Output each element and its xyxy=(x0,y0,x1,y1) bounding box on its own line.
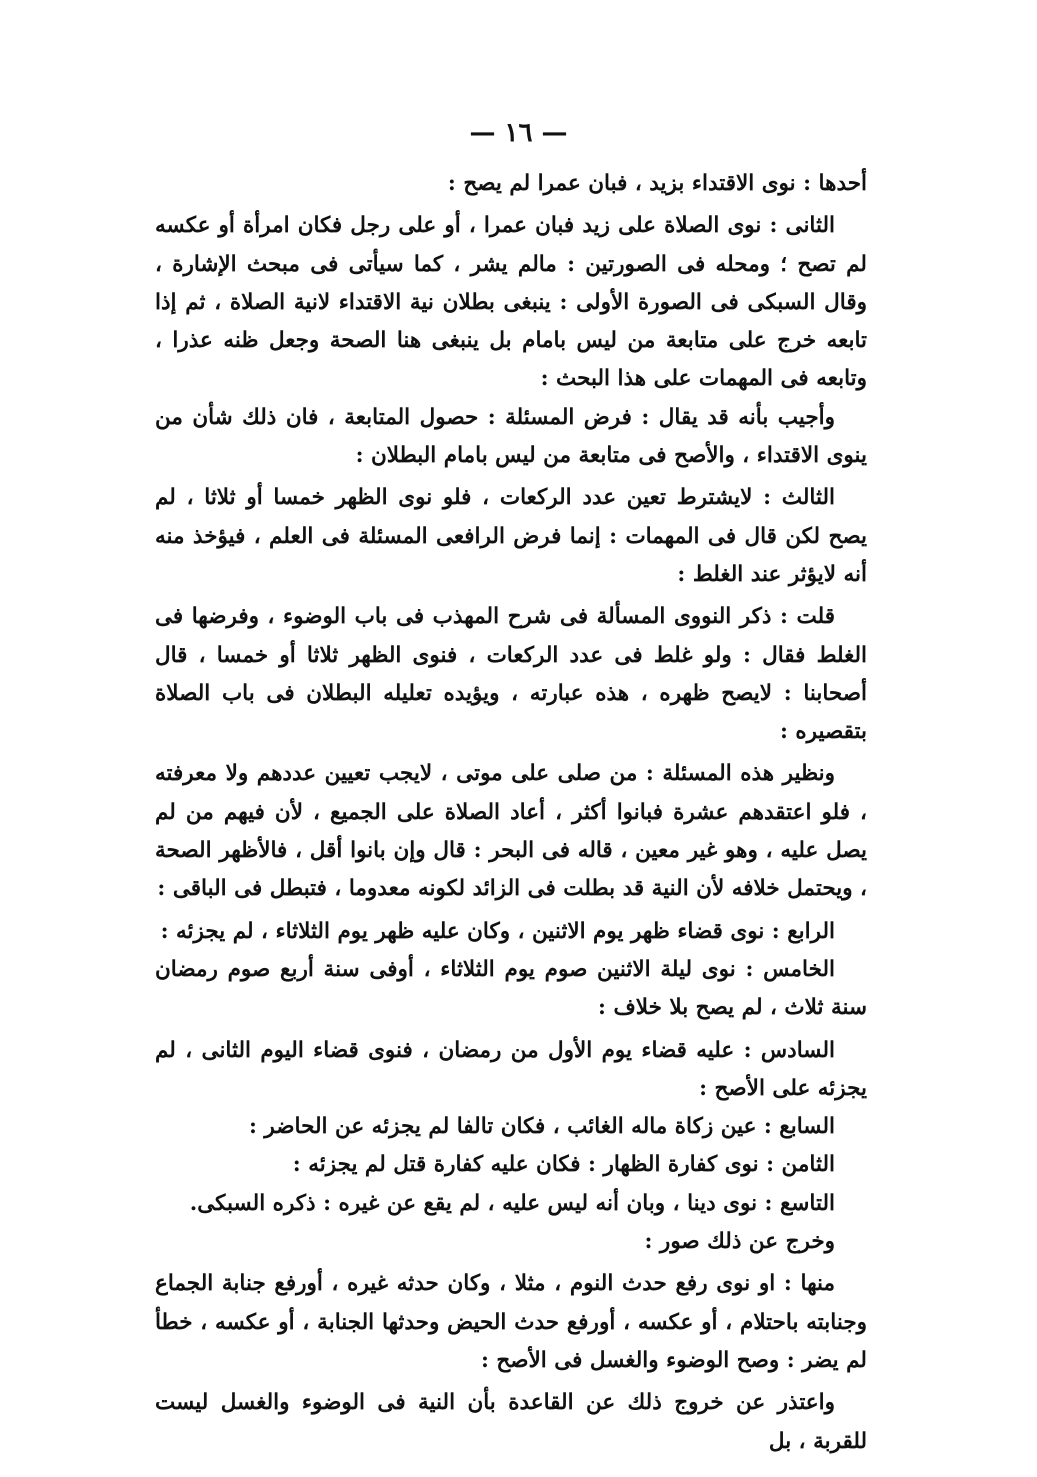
paragraph-8: الخامس : نوى ليلة الاثنين صوم يوم الثلاثاء ، أوفى سنة أربع صوم رمضان سنة ثلاث ، لم يصح بلا خلاف : xyxy=(155,956,867,1021)
list-item-3: التاسع : نوى دينا ، وبان أنه ليس عليه ، لم يقع عن غيره : ذكره السبكى. xyxy=(189,1190,835,1216)
list-item-4: وخرج عن ذلك صور : xyxy=(644,1229,835,1255)
paragraph-3: وأجيب بأنه قد يقال : فرض المسئلة : حصول المتابعة ، فان ذلك شأن من ينوى الاقتداء ، والأصح فى متابعة من ليس بامام البطلان : xyxy=(155,404,867,469)
paragraph-4: الثالث : لايشترط تعين عدد الركعات ، فلو نوى الظهر خمسا أو ثلاثا ، لم يصح لكن قال فى المهمات : إنما فرض الرافعى المسئلة فى العلم ، فيؤخذ منه أنه لايؤثر عند الغلط : xyxy=(155,485,867,587)
paragraph-6: ونظير هذه المسئلة : من صلى على موتى ، لايجب تعيين عددهم ولا معرفته ، فلو اعتقدهم عشرة فبانوا أكثر ، أعاد الصلاة على الجميع ، لأن فيهم من لم يصل عليه ، وهو غير معين ، قاله فى البحر : قال وإن بانوا أقل ، فالأظهر الصحة ، ويحتمل خلافه لأن النية قد بطلت فى الزائد لكونه معدوما ، فتبطل فى الباقى : xyxy=(155,761,867,902)
page-body xyxy=(155,165,867,1461)
paragraph-5: قلت : ذكر النووى المسألة فى شرح المهذب فى باب الوضوء ، وفرضها فى الغلط فقال : ولو غلط فى عدد الركعات ، فنوى الظهر ثلاثا أو خمسا ، قال أصحابنا : لايصح ظهره ، هذه عبارته ، ويؤيده تعليله البطلان فى باب الصلاة بتقصيره : xyxy=(155,604,867,745)
list-item-2: الثامن : نوى كفارة الظهار : فكان عليه كفارة قتل لم يجزئه : xyxy=(292,1152,835,1178)
list-item-1: السابع : عين زكاة ماله الغائب ، فكان تالفا لم يجزئه عن الحاضر : xyxy=(249,1114,835,1140)
paragraph-7: الرابع : نوى قضاء ظهر يوم الاثنين ، وكان عليه ظهر يوم الثلاثاء ، لم يجزئه : xyxy=(160,918,835,944)
page-number: — ١٦ — xyxy=(469,118,568,148)
paragraph-10: منها : او نوى رفع حدث النوم ، مثلا ، وكان حدثه غيره ، أورفع جنابة الجماع وجنابته باحتلام ، أو عكسه ، أورفع حدث الحيض وحدثها الجنابة ، أو عكسه ، خطأ لم يضر : وصح الوضوء والغسل فى الأصح : xyxy=(155,1271,867,1373)
paragraph-1: أحدها : نوى الاقتداء بزيد ، فبان عمرا لم يصح : xyxy=(447,171,867,196)
paragraph-9: السادس : عليه قضاء يوم الأول من رمضان ، فنوى قضاء اليوم الثانى ، لم يجزئه على الأصح : xyxy=(155,1037,867,1101)
paragraph-2: الثانى : نوى الصلاة على زيد فبان عمرا ، أو على رجل فكان امرأة أو عكسه لم تصح ؛ ومحله فى الصورتين : مالم يشر ، كما سيأتى فى مبحث الإشارة ، وقال السبكى فى الصورة الأولى : ينبغى بطلان نية الاقتداء لانية الصلاة ، ثم إذا تابعه خرج على متابعة من ليس بامام بل ينبغى هنا الصحة وجعل ظنه عذرا ، وتابعه فى المهمات على هذا البحث : xyxy=(155,213,867,392)
paragraph-11: واعتذر عن خروج ذلك عن القاعدة بأن النية فى الوضوء والغسل ليست للقربة ، بل xyxy=(155,1390,867,1454)
